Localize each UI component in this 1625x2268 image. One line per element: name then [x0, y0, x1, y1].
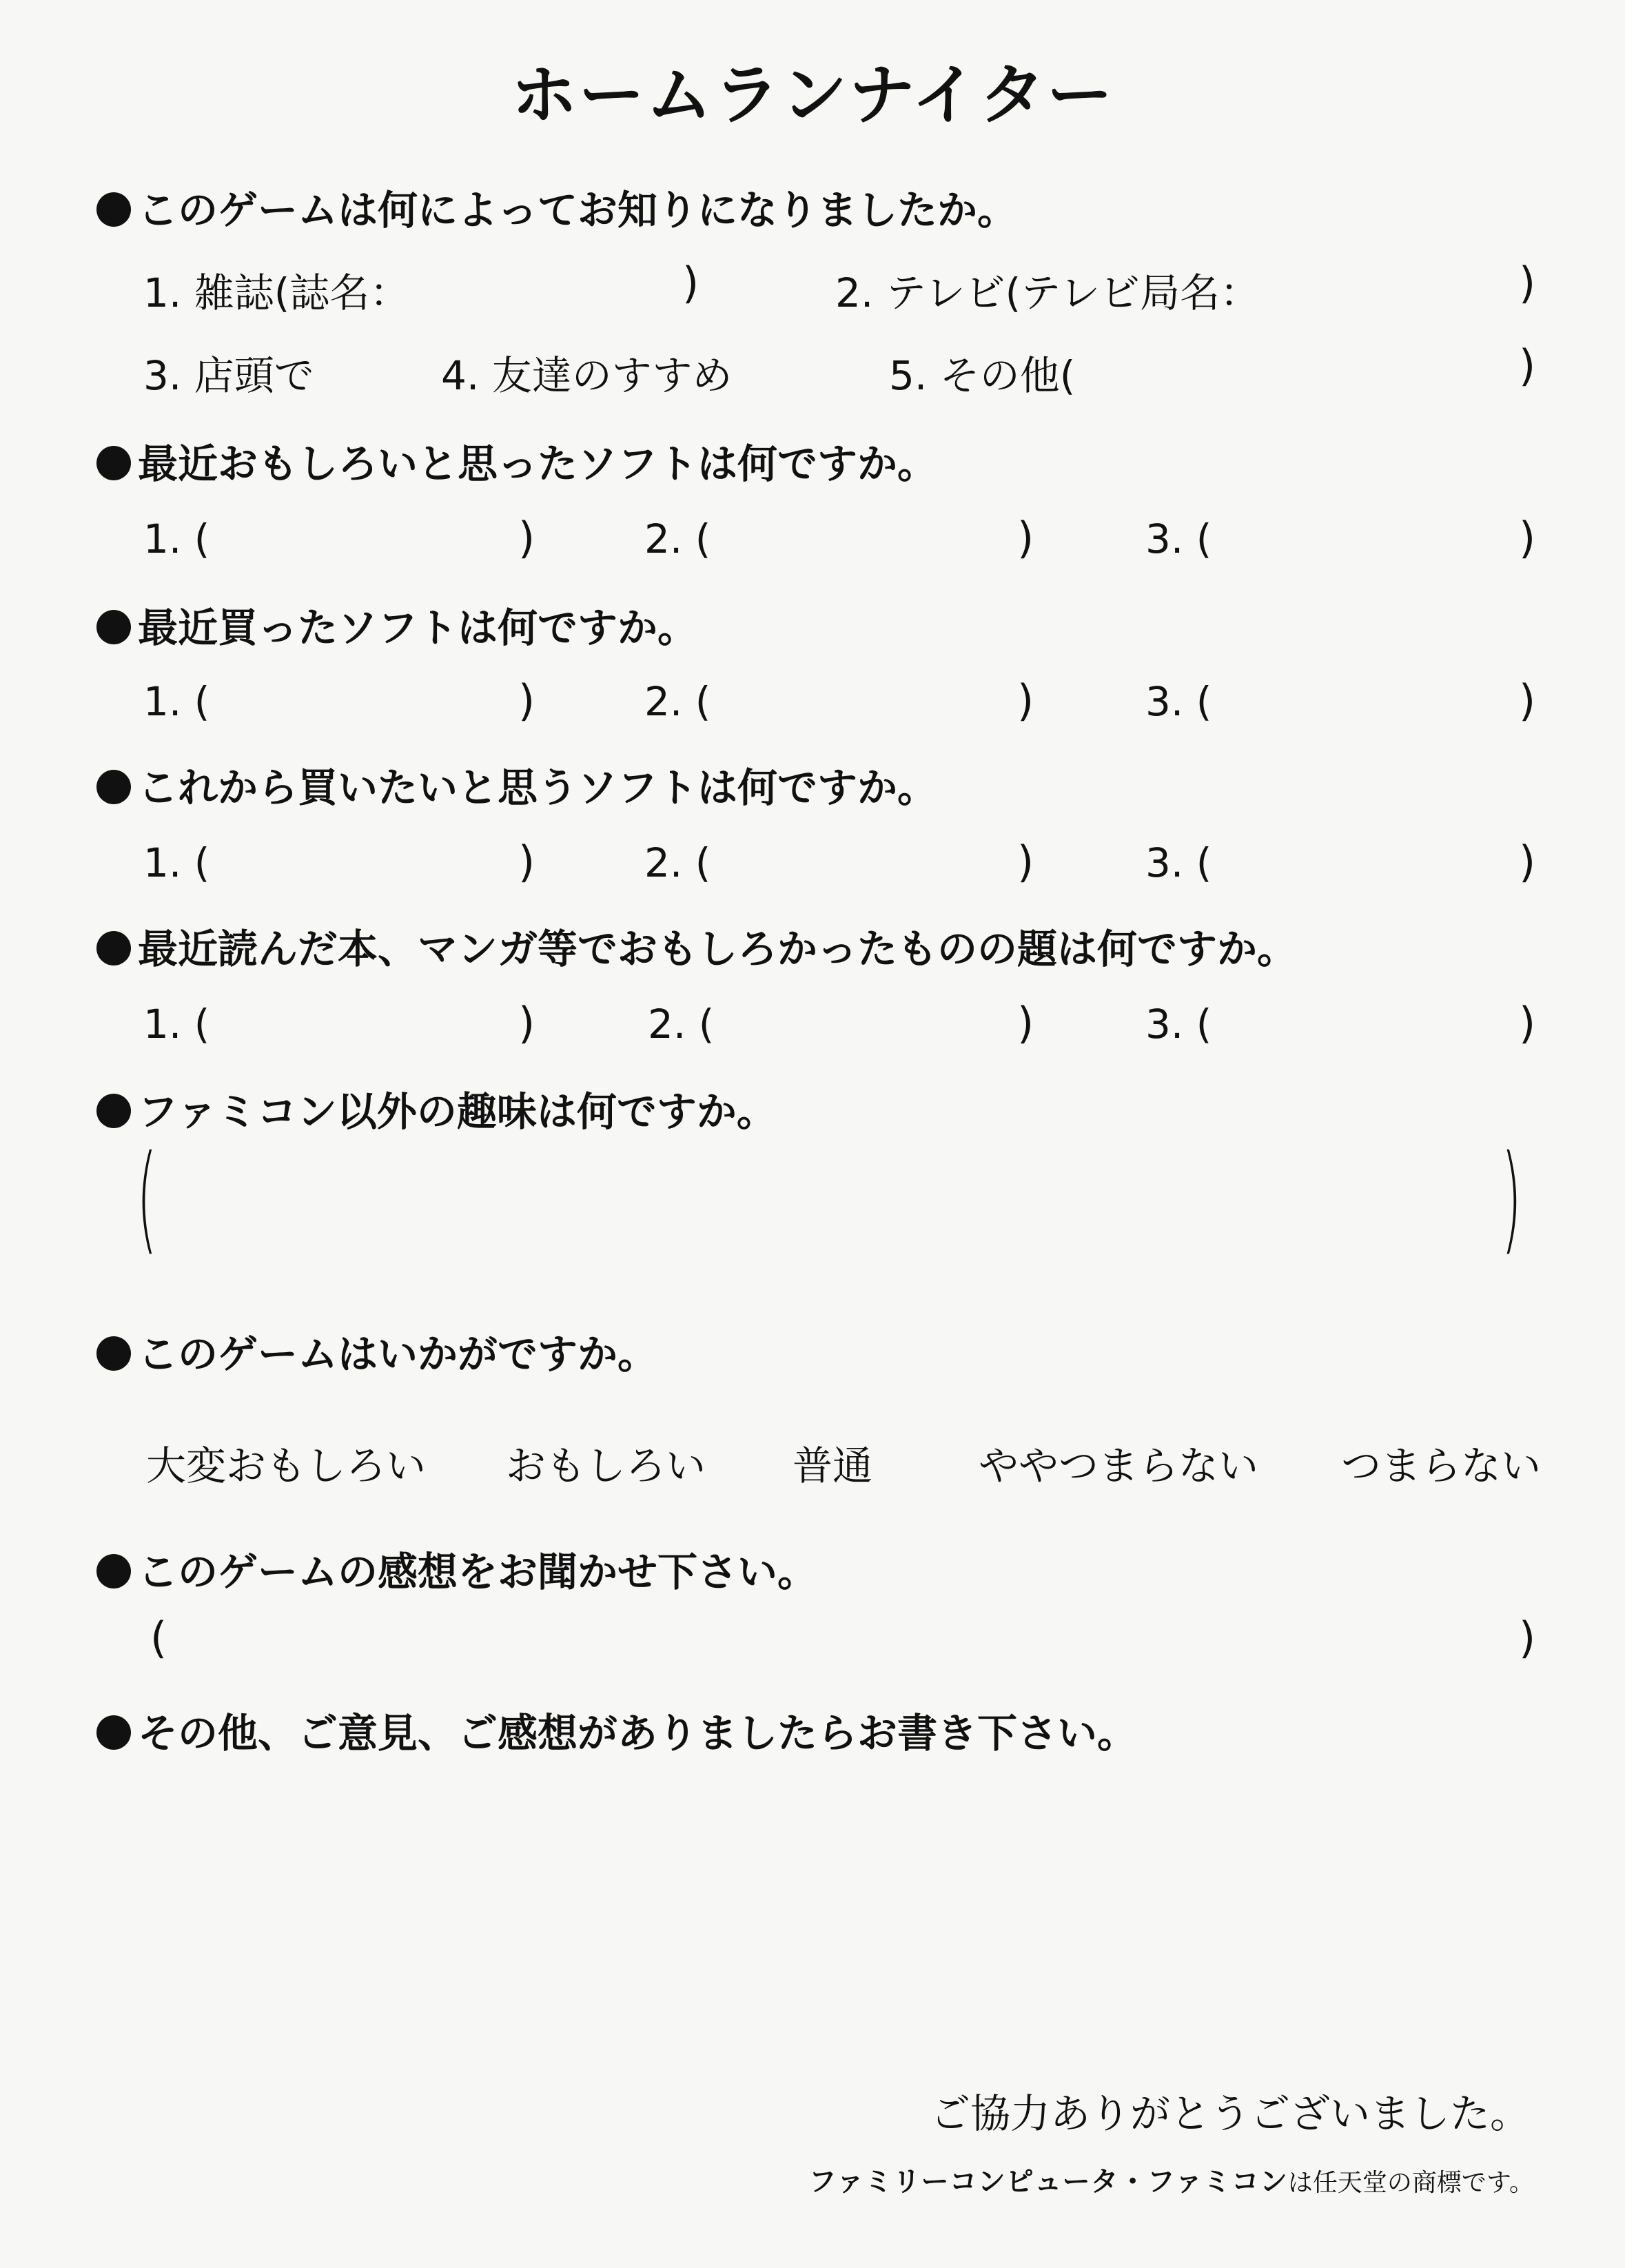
question-3-text: 最近買ったソフトは何ですか。: [138, 604, 698, 651]
q3-slot-2-close: ): [1017, 675, 1034, 726]
impression-answer-area[interactable]: [179, 1613, 1502, 1668]
question-3: [96, 595, 697, 653]
bullet-icon: [96, 610, 131, 644]
q4-slot-1-close: ): [518, 837, 535, 887]
question-9: [96, 1701, 1137, 1759]
question-1-text: このゲームは何によってお知りになりましたか。: [138, 187, 1018, 234]
question-2-text: 最近おもしろいと思ったソフトは何ですか。: [138, 440, 938, 487]
thanks-message: ご協力ありがとうございました。: [930, 2090, 1530, 2137]
q3-slot-1[interactable]: 1. (: [143, 678, 210, 725]
question-6: [96, 1079, 777, 1137]
rating-option-4[interactable]: ややつまらない: [979, 1442, 1259, 1489]
bullet-icon: [96, 1554, 131, 1588]
trademark-notice: [808, 2160, 1534, 2199]
q1-option-other-close: ): [1519, 340, 1536, 391]
bullet-icon: [96, 1715, 131, 1750]
hobby-answer-area[interactable]: [165, 1158, 1475, 1268]
bullet-icon: [96, 1336, 131, 1371]
question-7: [96, 1322, 657, 1380]
q4-slot-3[interactable]: 3. (: [1145, 839, 1212, 886]
comments-answer-area[interactable]: [138, 1771, 1489, 2047]
q2-slot-3-close: ): [1519, 513, 1536, 563]
bullet-icon: [96, 931, 131, 966]
q5-slot-2-close: ): [1017, 998, 1034, 1048]
q3-slot-1-close: ): [518, 675, 535, 726]
trademark-brand: ファミリーコンピュータ・ファミコン: [808, 2166, 1288, 2198]
question-5-text: 最近読んだ本、マンガ等でおもしろかったものの題は何ですか。: [138, 926, 1298, 972]
question-4-text: これから買いたいと思うソフトは何ですか。: [138, 764, 938, 811]
page-title: ホームランナイター: [511, 57, 1114, 134]
question-7-text: このゲームはいかがですか。: [138, 1331, 658, 1378]
q1-option-store[interactable]: 3. 店頭で: [143, 352, 314, 399]
question-1: [96, 178, 1017, 236]
q1-option-magazine[interactable]: 1. 雑誌(誌名：: [143, 269, 410, 316]
q4-slot-3-close: ): [1519, 837, 1536, 887]
q4-slot-1[interactable]: 1. (: [143, 839, 210, 886]
bullet-icon: [96, 446, 131, 480]
q2-slot-1[interactable]: 1. (: [143, 515, 210, 562]
q6-close-paren: ): [1501, 1130, 1522, 1267]
question-2: [96, 431, 937, 489]
q5-slot-3-close: ): [1519, 998, 1536, 1048]
q3-slot-3-close: ): [1519, 675, 1536, 726]
q5-slot-3[interactable]: 3. (: [1145, 1001, 1212, 1048]
q1-option-tv[interactable]: 2. テレビ(テレビ局名：: [835, 269, 1260, 316]
q5-slot-1-close: ): [518, 998, 535, 1048]
q1-option-other[interactable]: 5. その他(: [889, 352, 1076, 399]
q6-open-paren: (: [136, 1130, 158, 1267]
rating-option-2[interactable]: おもしろい: [506, 1442, 706, 1489]
q5-slot-1[interactable]: 1. (: [143, 1001, 210, 1048]
q1-option-friend[interactable]: 4. 友達のすすめ: [441, 352, 733, 399]
trademark-text: は任天堂の商標です。: [1287, 2169, 1534, 2197]
rating-option-5[interactable]: つまらない: [1341, 1442, 1542, 1489]
q4-slot-2[interactable]: 2. (: [644, 839, 711, 886]
question-5: [96, 917, 1297, 974]
q8-close-paren: ): [1519, 1613, 1536, 1663]
q1-option-tv-close: ): [1519, 258, 1536, 308]
bullet-icon: [96, 770, 131, 804]
question-8-text: このゲームの感想をお聞かせ下さい。: [138, 1549, 818, 1595]
rating-option-3[interactable]: 普通: [793, 1442, 873, 1489]
q2-slot-1-close: ): [518, 513, 535, 563]
q3-slot-3[interactable]: 3. (: [1145, 678, 1212, 725]
question-9-text: その他、ご意見、ご感想がありましたらお書き下さい。: [138, 1710, 1138, 1757]
q5-slot-2[interactable]: 2. (: [648, 1001, 715, 1048]
question-6-text: ファミコン以外の趣味は何ですか。: [138, 1088, 777, 1135]
q3-slot-2[interactable]: 2. (: [644, 678, 711, 725]
q1-option-magazine-close: ): [682, 258, 699, 308]
q8-open-paren: (: [150, 1613, 167, 1663]
q2-slot-3[interactable]: 3. (: [1145, 515, 1212, 562]
bullet-icon: [96, 1094, 131, 1128]
question-4: [96, 755, 937, 813]
bullet-icon: [96, 192, 131, 227]
q2-slot-2-close: ): [1017, 513, 1034, 563]
q4-slot-2-close: ): [1017, 837, 1034, 887]
rating-option-1[interactable]: 大変おもしろい: [146, 1442, 427, 1489]
q2-slot-2[interactable]: 2. (: [644, 515, 711, 562]
question-8: [96, 1540, 817, 1597]
